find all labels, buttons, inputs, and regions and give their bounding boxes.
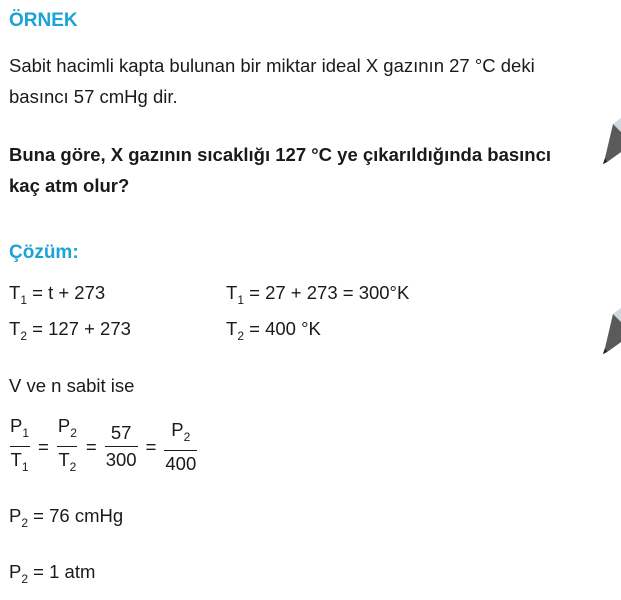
equals-sign: = [85,435,97,457]
equation-t2-value [226,318,321,343]
expression: = 1 atm [28,561,96,582]
subscript: 2 [20,329,27,343]
symbol: P [9,505,22,526]
equation-t2-formula [9,318,131,343]
condition-text: V ve n sabit ise [9,375,135,396]
subscript: 1 [237,293,244,307]
equals-sign: = [38,435,49,457]
symbol: T [9,282,21,303]
numerator: 57 [110,422,132,443]
fraction-p2-t2 [57,415,78,478]
subscript: 2 [21,516,29,530]
symbol: P [9,561,22,582]
subscript: 1 [22,426,30,440]
subscript: 2 [183,429,191,444]
subscript: 2 [237,329,244,343]
problem-text [9,50,609,112]
subscript: 2 [21,572,29,586]
subscript: 1 [21,460,29,474]
expression: = t + 273 [27,282,106,303]
symbol: T [226,318,238,339]
solution-heading: Çözüm: [9,242,79,263]
fraction-p2-400 [164,419,197,475]
problem-line-1: Sabit hacimli kapta bulunan bir miktar ideal X gazının 27 °C deki [9,55,535,76]
numerator: P [57,415,71,436]
fraction-equation [9,415,197,478]
denominator: 400 [164,450,197,475]
pencil-icon [601,308,621,356]
pencil-icon [601,118,621,166]
expression: = 127 + 273 [27,318,131,339]
denominator: 300 [105,446,138,471]
question-text [9,139,609,201]
equals-sign: = [145,435,157,457]
symbol: T [226,282,238,303]
subscript: 2 [69,460,77,474]
expression: = 27 + 273 = 300°K [244,282,410,303]
question-line-1: Buna göre, X gazının sıcaklığı 127 °C ye çıkarıldığında basıncı [9,144,552,165]
numerator: P [171,418,184,440]
expression: = 400 °K [244,318,321,339]
numerator: P [10,415,23,436]
equation-t1-value [226,282,409,307]
subscript: 1 [20,293,27,307]
result-atm [9,561,95,586]
expression: = 76 cmHg [28,505,124,526]
example-heading: ÖRNEK [9,10,78,31]
denominator: T [10,449,22,470]
fraction-57-300 [105,422,138,471]
denominator: T [58,449,70,470]
result-cmhg [9,505,123,530]
problem-line-2: basıncı 57 cmHg dir. [9,86,178,107]
equation-t1-formula [9,282,105,307]
question-line-2: kaç atm olur? [9,175,130,196]
symbol: T [9,318,21,339]
fraction-p1-t1 [9,415,30,478]
subscript: 2 [70,426,77,440]
